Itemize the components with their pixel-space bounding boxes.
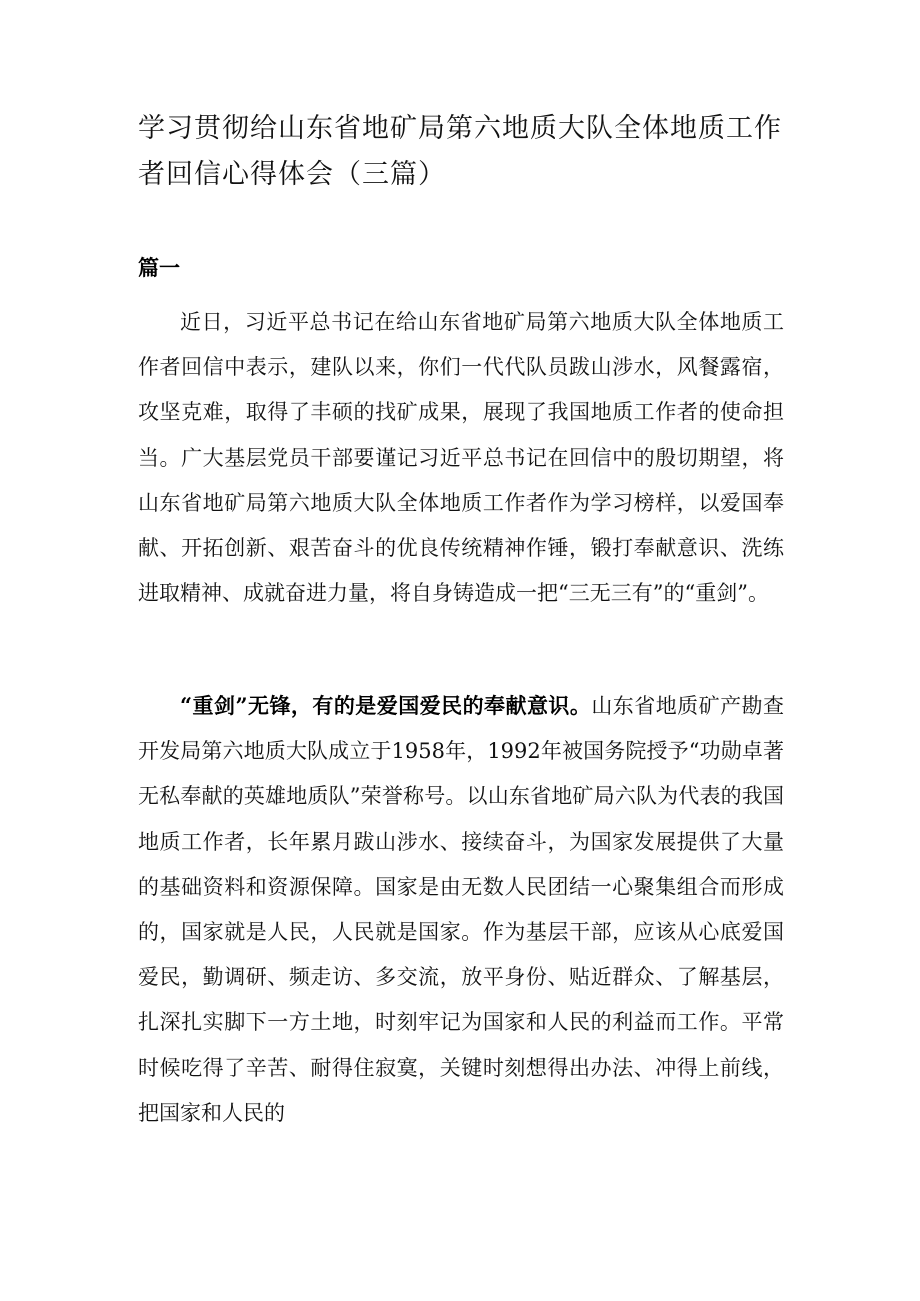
paragraph-1: 近日，习近平总书记在给山东省地矿局第六地质大队全体地质工作者回信中表示，建队以来，你们一代代队员跋山涉水，风餐露宿，攻坚克难，取得了丰硕的找矿成果，展现了我国地质工作者的使命担当。广大基层党员干部要谨记习近平总书记在回信中的殷切期望，将山东省地矿局第六地质大队全体地质工作者作为学习榜样，以爱国奉献、开拓创新、艰苦奋斗的优良传统精神作锤，锻打奉献意识、洗练进取精神、成就奋进力量，将自身铸造成一把“三无三有”的“重剑”。 <box>138 310 784 606</box>
paragraph-2-lead: “重剑”无锋，有的是爱国爱民的奉献意识。 <box>180 693 592 718</box>
document-title: 学习贯彻给山东省地矿局第六地质大队全体地质工作者回信心得体会（三篇） <box>138 113 782 190</box>
paragraph-2-body: 山东省地质矿产勘查开发局第六地质大队成立于1958年，1992年被国务院授予“功勋卓著无私奉献的英雄地质队”荣誉称号。以山东省地矿局六队为代表的我国地质工作者，长年累月跋山涉水、接续奋斗，为国家发展提供了大量的基础资料和资源保障。国家是由无数人民团结一心聚集组合而形成的，国家就是人民，人民就是国家。作为基层干部，应该从心底爱国爱民，勤调研、频走访、多交流，放平身份、贴近群众、了解基层，扎深扎实脚下一方土地，时刻牢记为国家和人民的利益而工作。平常时候吃得了辛苦、耐得住寂寞，关键时刻想得出办法、冲得上前线，把国家和人民的 <box>138 694 784 1125</box>
paragraph-2 <box>138 683 784 1136</box>
section-heading: 篇一 <box>138 255 180 280</box>
